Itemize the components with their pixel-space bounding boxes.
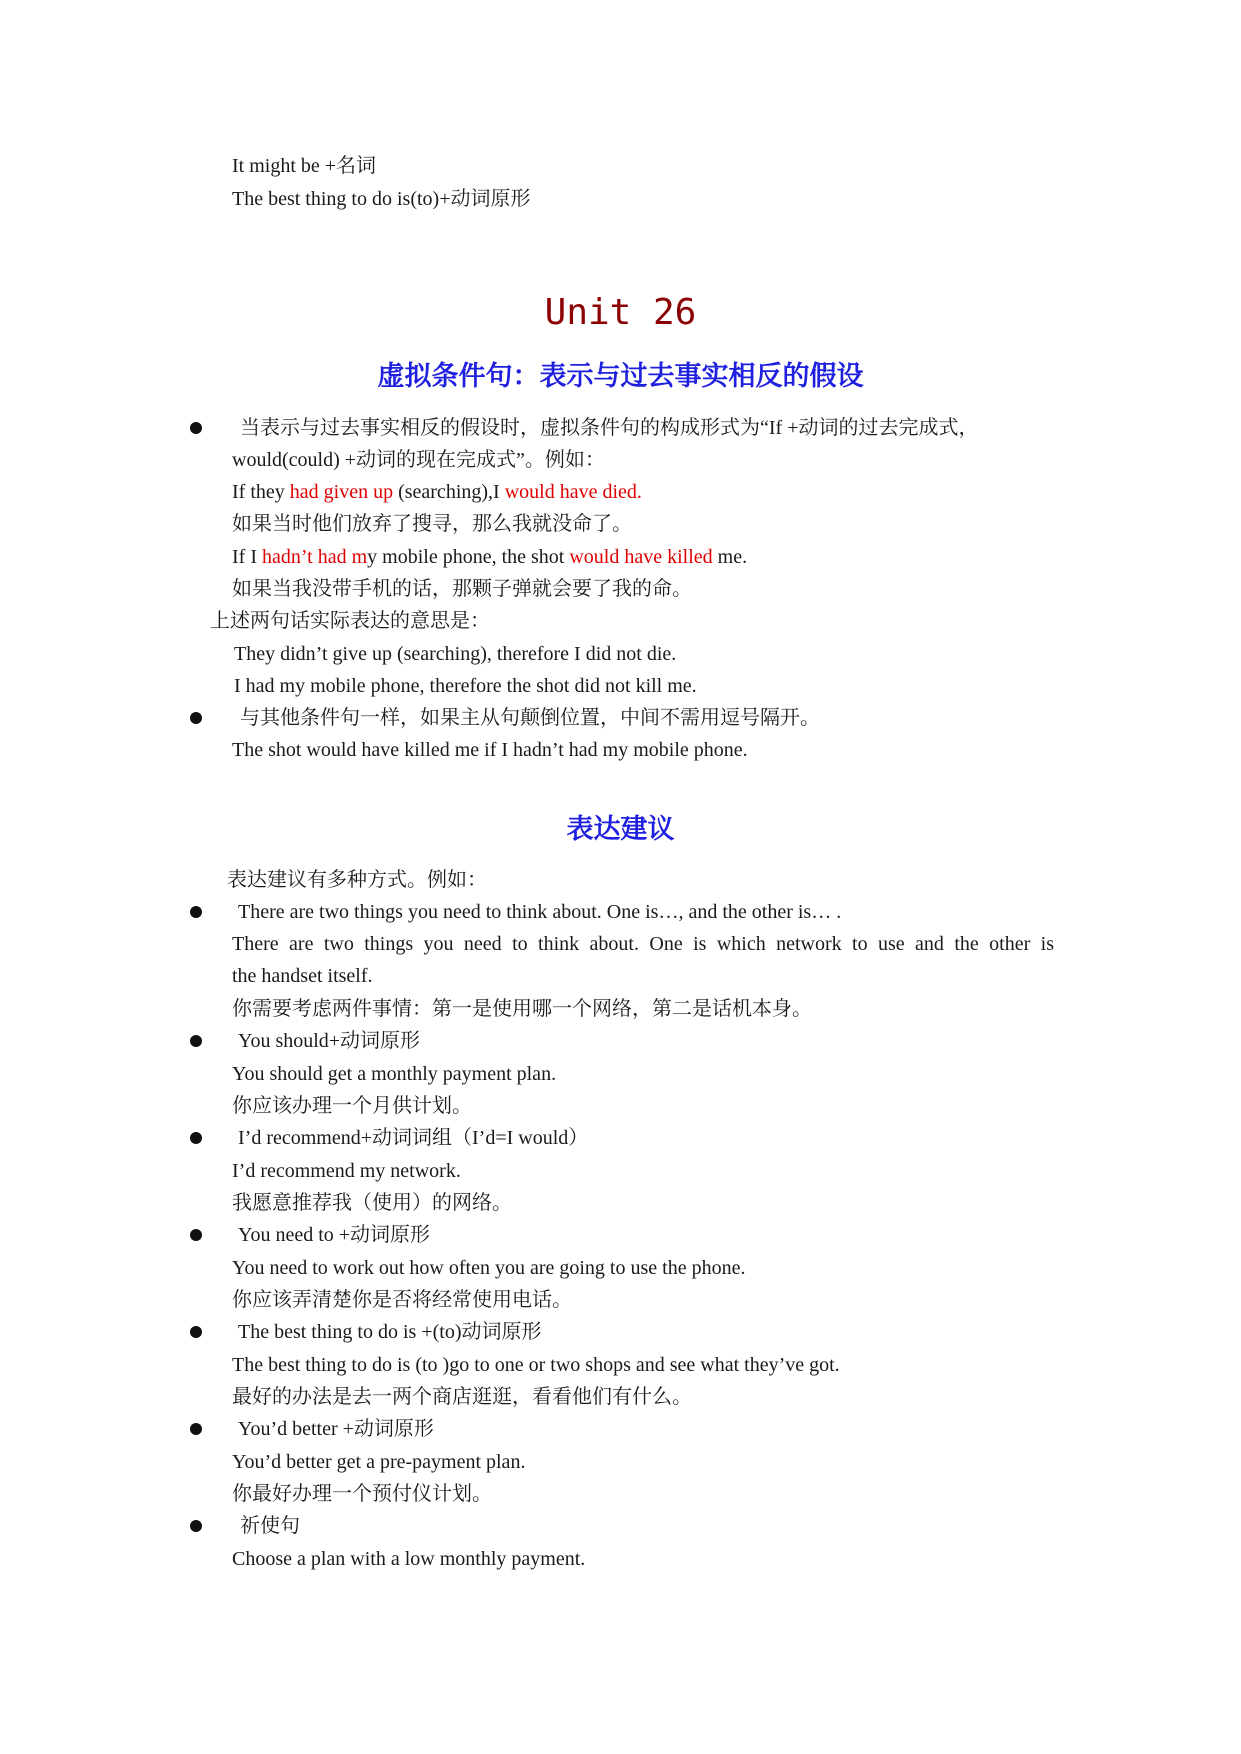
text-run: me.	[712, 546, 748, 568]
bullet-icon	[190, 1326, 202, 1338]
text-line: 我愿意推荐我（使用）的网络。	[232, 1192, 512, 1214]
bullet-icon	[190, 1132, 202, 1144]
bullet-icon	[190, 1520, 202, 1532]
text-run: y mobile phone, the shot	[367, 546, 570, 568]
text-run: (searching),I	[393, 481, 505, 503]
text-line: 表达建议有多种方式。例如：	[227, 869, 487, 891]
text-line: would(could) +动词的现在完成式”。例如：	[232, 449, 605, 471]
text-line: You need to +动词原形	[238, 1224, 431, 1246]
text-line: There are two things you need to think about. One is…, and the other is… .	[238, 901, 842, 923]
text-line: 祈使句	[240, 1515, 300, 1537]
bullet-icon	[190, 422, 202, 434]
text-line: 如果当我没带手机的话，那颗子弹就会要了我的命。	[232, 578, 692, 600]
text-line: 与其他条件句一样，如果主从句颠倒位置，中间不需用逗号隔开。	[240, 707, 820, 729]
bullet-icon	[190, 712, 202, 724]
section-heading-subjunctive: 虚拟条件句：表示与过去事实相反的假设	[377, 361, 864, 392]
text-line: You’d better get a pre-payment plan.	[232, 1451, 526, 1473]
text-line: 你最好办理一个预付仪计划。	[232, 1483, 492, 1505]
text-line: You’d better +动词原形	[238, 1418, 434, 1440]
text-line: The shot would have killed me if I hadn’t had my mobile phone.	[232, 739, 748, 761]
highlight-text: would have died.	[504, 481, 642, 503]
text-run: If I	[232, 546, 262, 568]
section-heading-suggestions: 表达建议	[566, 814, 675, 845]
text-line: 上述两句话实际表达的意思是：	[210, 610, 490, 632]
text-line: I had my mobile phone, therefore the shot did not kill me.	[234, 675, 697, 697]
unit-title: Unit 26	[544, 292, 697, 333]
highlight-text: would have killed	[569, 546, 713, 568]
highlight-text: had given up	[289, 481, 394, 503]
text-line: 最好的办法是去一两个商店逛逛，看看他们有什么。	[232, 1386, 692, 1408]
bullet-icon	[190, 1423, 202, 1435]
text-line: 你应该办理一个月供计划。	[232, 1095, 472, 1117]
bullet-icon	[190, 1229, 202, 1241]
text-line: They didn’t give up (searching), therefore I did not die.	[234, 643, 677, 665]
text-line: You should get a monthly payment plan.	[232, 1063, 557, 1085]
bullet-icon	[190, 1035, 202, 1047]
text-line: 你应该弄清楚你是否将经常使用电话。	[232, 1289, 572, 1311]
text-line: You should+动词原形	[238, 1030, 421, 1052]
text-line: It might be +名词	[232, 155, 377, 177]
text-line: 如果当时他们放弃了搜寻，那么我就没命了。	[232, 513, 632, 535]
text-line: The best thing to do is +(to)动词原形	[238, 1321, 542, 1343]
text-line: The best thing to do is (to )go to one or two shops and see what they’ve got.	[232, 1354, 840, 1376]
text-line: The best thing to do is(to)+动词原形	[232, 188, 531, 210]
text-line: 当表示与过去事实相反的假设时，虚拟条件句的构成形式为“If +动词的过去完成式，	[240, 417, 979, 439]
text-line: the handset itself.	[232, 965, 373, 987]
text-line: 你需要考虑两件事情：第一是使用哪一个网络，第二是话机本身。	[232, 998, 812, 1020]
example-sentence	[232, 479, 642, 505]
text-line: You need to work out how often you are going to use the phone.	[232, 1257, 746, 1279]
text-line: There are two things you need to think about. One is which network to use and the other is	[232, 933, 1054, 955]
text-line: I’d recommend my network.	[232, 1160, 461, 1182]
bullet-icon	[190, 906, 202, 918]
text-line: Choose a plan with a low monthly payment.	[232, 1548, 586, 1570]
text-line: I’d recommend+动词词组（I’d=I would）	[238, 1127, 589, 1149]
text-run: If they	[232, 481, 290, 503]
highlight-text: hadn’t had m	[261, 546, 368, 568]
example-sentence	[232, 544, 747, 570]
